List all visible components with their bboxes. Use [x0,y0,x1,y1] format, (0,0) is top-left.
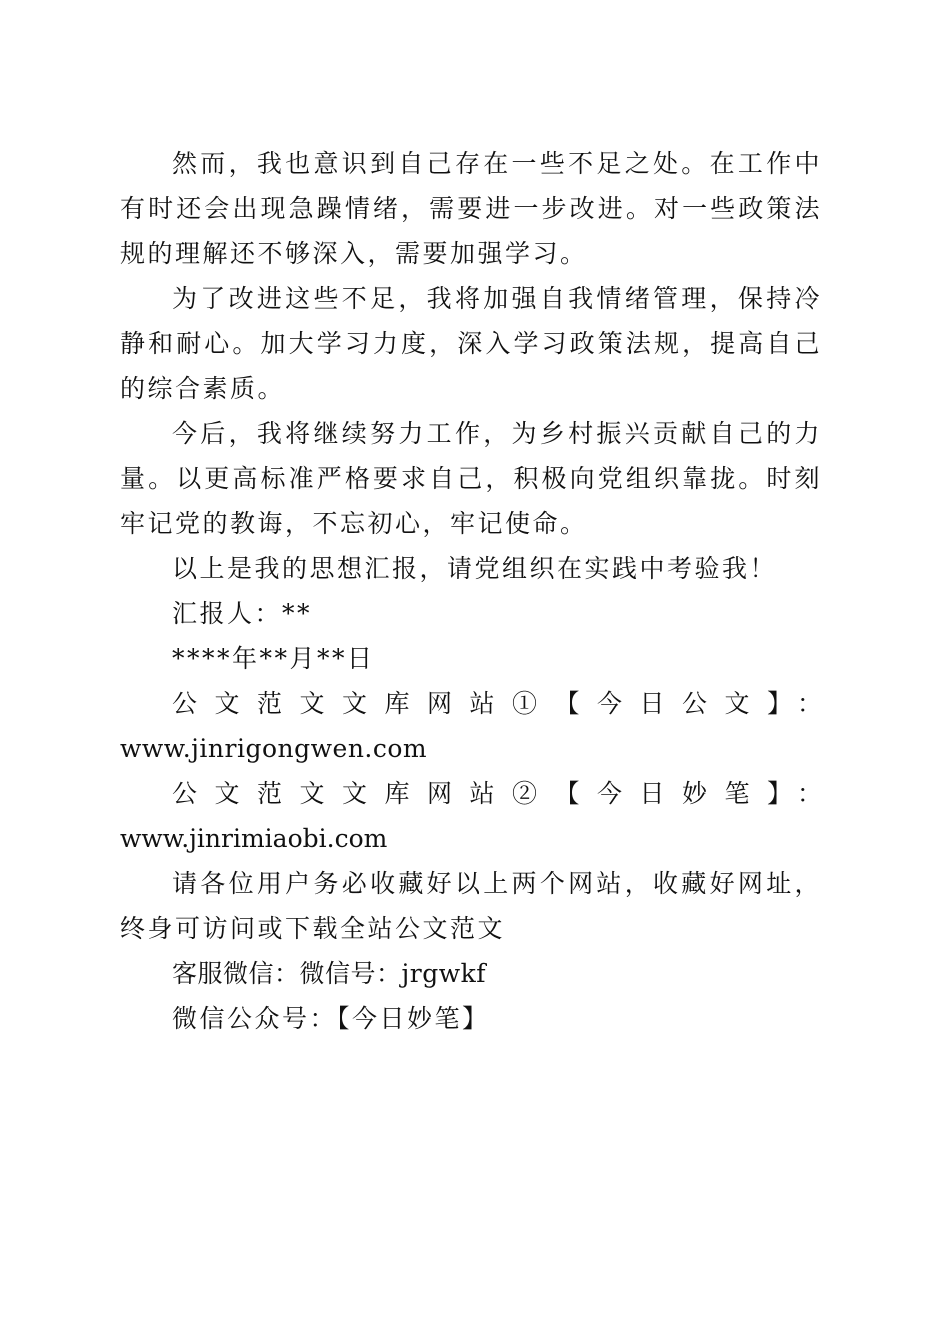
footer-site1-label: 公文范文文库网站①【今日公文】： [172,689,822,718]
report-date: ****年**月**日 [172,644,375,673]
document-page [120,141,822,1041]
paragraph-improvement: 为了改进这些不足，我将加强自我情绪管理，保持冷静和耐心。加大学习力度，深入学习政策法规，提高自己的综合素质。 [120,284,822,403]
footer-notice: 请各位用户务必收藏好以上两个网站，收藏好网址，终身可访问或下载全站公文范文 [120,869,822,943]
paragraph-future: 今后，我将继续努力工作，为乡村振兴贡献自己的力量。以更高标准严格要求自己，积极向党组织靠拢。时刻牢记党的教诲，不忘初心，牢记使命。 [120,419,822,538]
reporter-signature: 汇报人：** [172,599,313,628]
paragraph-shortcomings: 然而，我也意识到自己存在一些不足之处。在工作中有时还会出现急躁情绪，需要进一步改进。对一些政策法规的理解还不够深入，需要加强学习。 [120,149,822,268]
footer-site1-url[interactable]: www.jinrigongwen.com [120,734,428,763]
footer-wechat-public: 微信公众号：【今日妙笔】 [172,1004,490,1033]
footer-wechat-service: 客服微信：微信号：jrgwkf [172,959,487,988]
paragraph-closing: 以上是我的思想汇报，请党组织在实践中考验我！ [172,554,778,583]
footer-site2[interactable]: 公文范文文库网站②【今日妙笔】：www.jinrimiaobi.com [120,779,822,853]
